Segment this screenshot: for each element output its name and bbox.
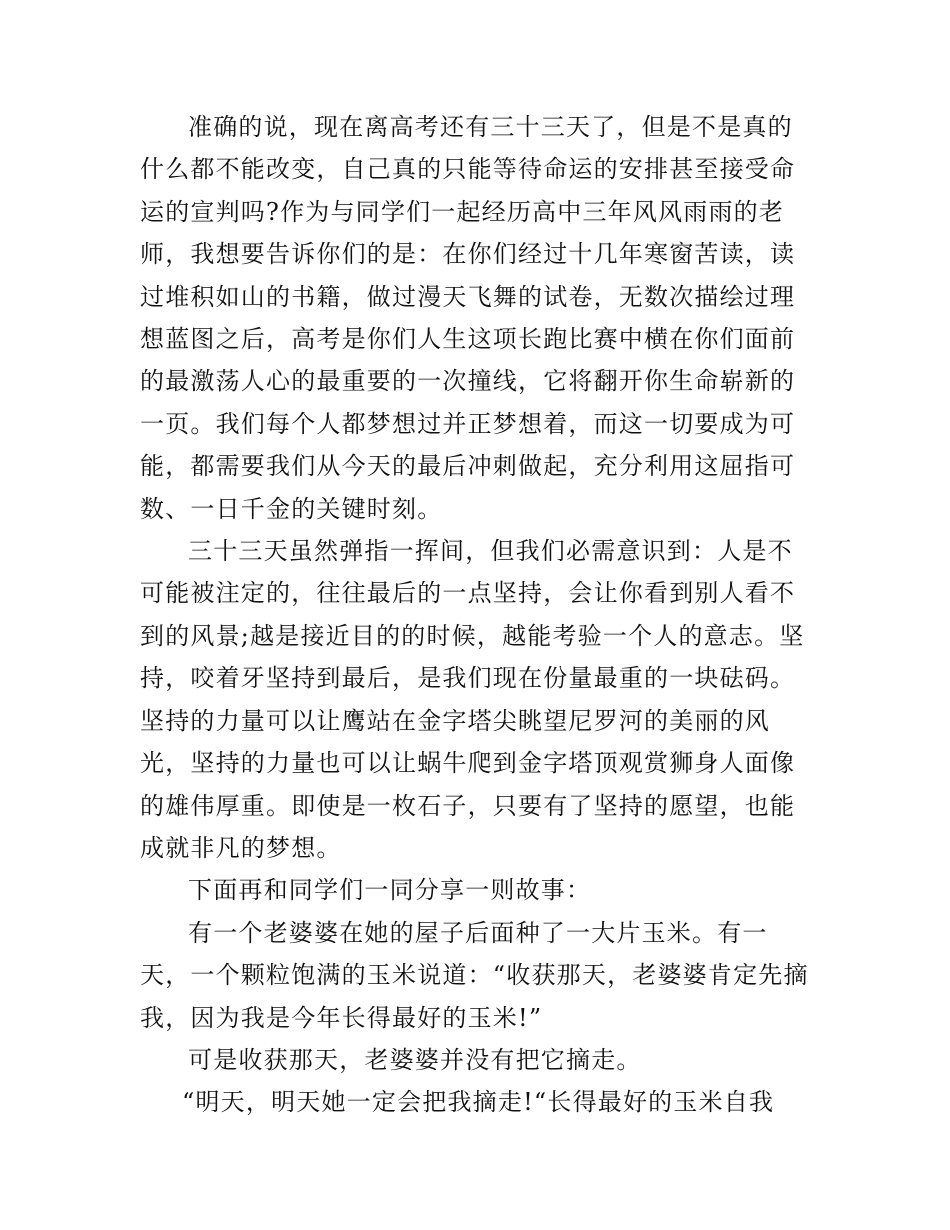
paragraph-countdown: 准确的说，现在离高考还有三十三天了，但是不是真的什么都不能改变，自己真的只能等待命运的安排甚至接受命运的宣判吗?作为与同学们一起经历高中三年风风雨雨的老师，我想要告诉你们的是：在你们经过十几年寒窗苦读，读过堆积如山的书籍，做过漫天飞舞的试卷，无数次描绘过理想蓝图之后，高考是你们人生这项长跑比赛中横在你们面前的最激荡人心的最重要的一次撞线，它将翻开你生命崭新的一页。我们每个人都梦想过并正梦想着，而这一切要成为可能，都需要我们从今天的最后冲刺做起，充分利用这屈指可数、一日千金的关键时刻。 (140, 113, 796, 523)
paragraph-persistence: 三十三天虽然弹指一挥间，但我们必需意识到：人是不可能被注定的，往往最后的一点坚持，会让你看到别人看不到的风景;越是接近目的的时候，越能考验一个人的意志。坚持，咬着牙坚持到最后，是我们现在份量最重的一块砝码。坚持的力量可以让鹰站在金字塔尖眺望尼罗河的美丽的风光，坚持的力量也可以让蜗牛爬到金字塔顶观赏狮身人面像的雄伟厚重。即使是一枚石子，只要有了坚持的愿望，也能成就非凡的梦想。 (140, 537, 805, 862)
document-body (140, 106, 815, 1124)
paragraph-story-intro: 下面再和同学们一同分享一则故事： (188, 876, 592, 905)
paragraph-corn-story: 有一个老婆婆在她的屋子后面种了一大片玉米。有一天，一个颗粒饱满的玉米说道：“收获那天，老婆婆肯定先摘我，因为我是今年长得最好的玉米!” (140, 918, 809, 1032)
paragraph-harvest-day: 可是收获那天，老婆婆并没有把它摘走。 (188, 1045, 642, 1074)
paragraph-tomorrow: “明天，明天她一定会把我摘走!“长得最好的玉米自我 (182, 1088, 775, 1117)
